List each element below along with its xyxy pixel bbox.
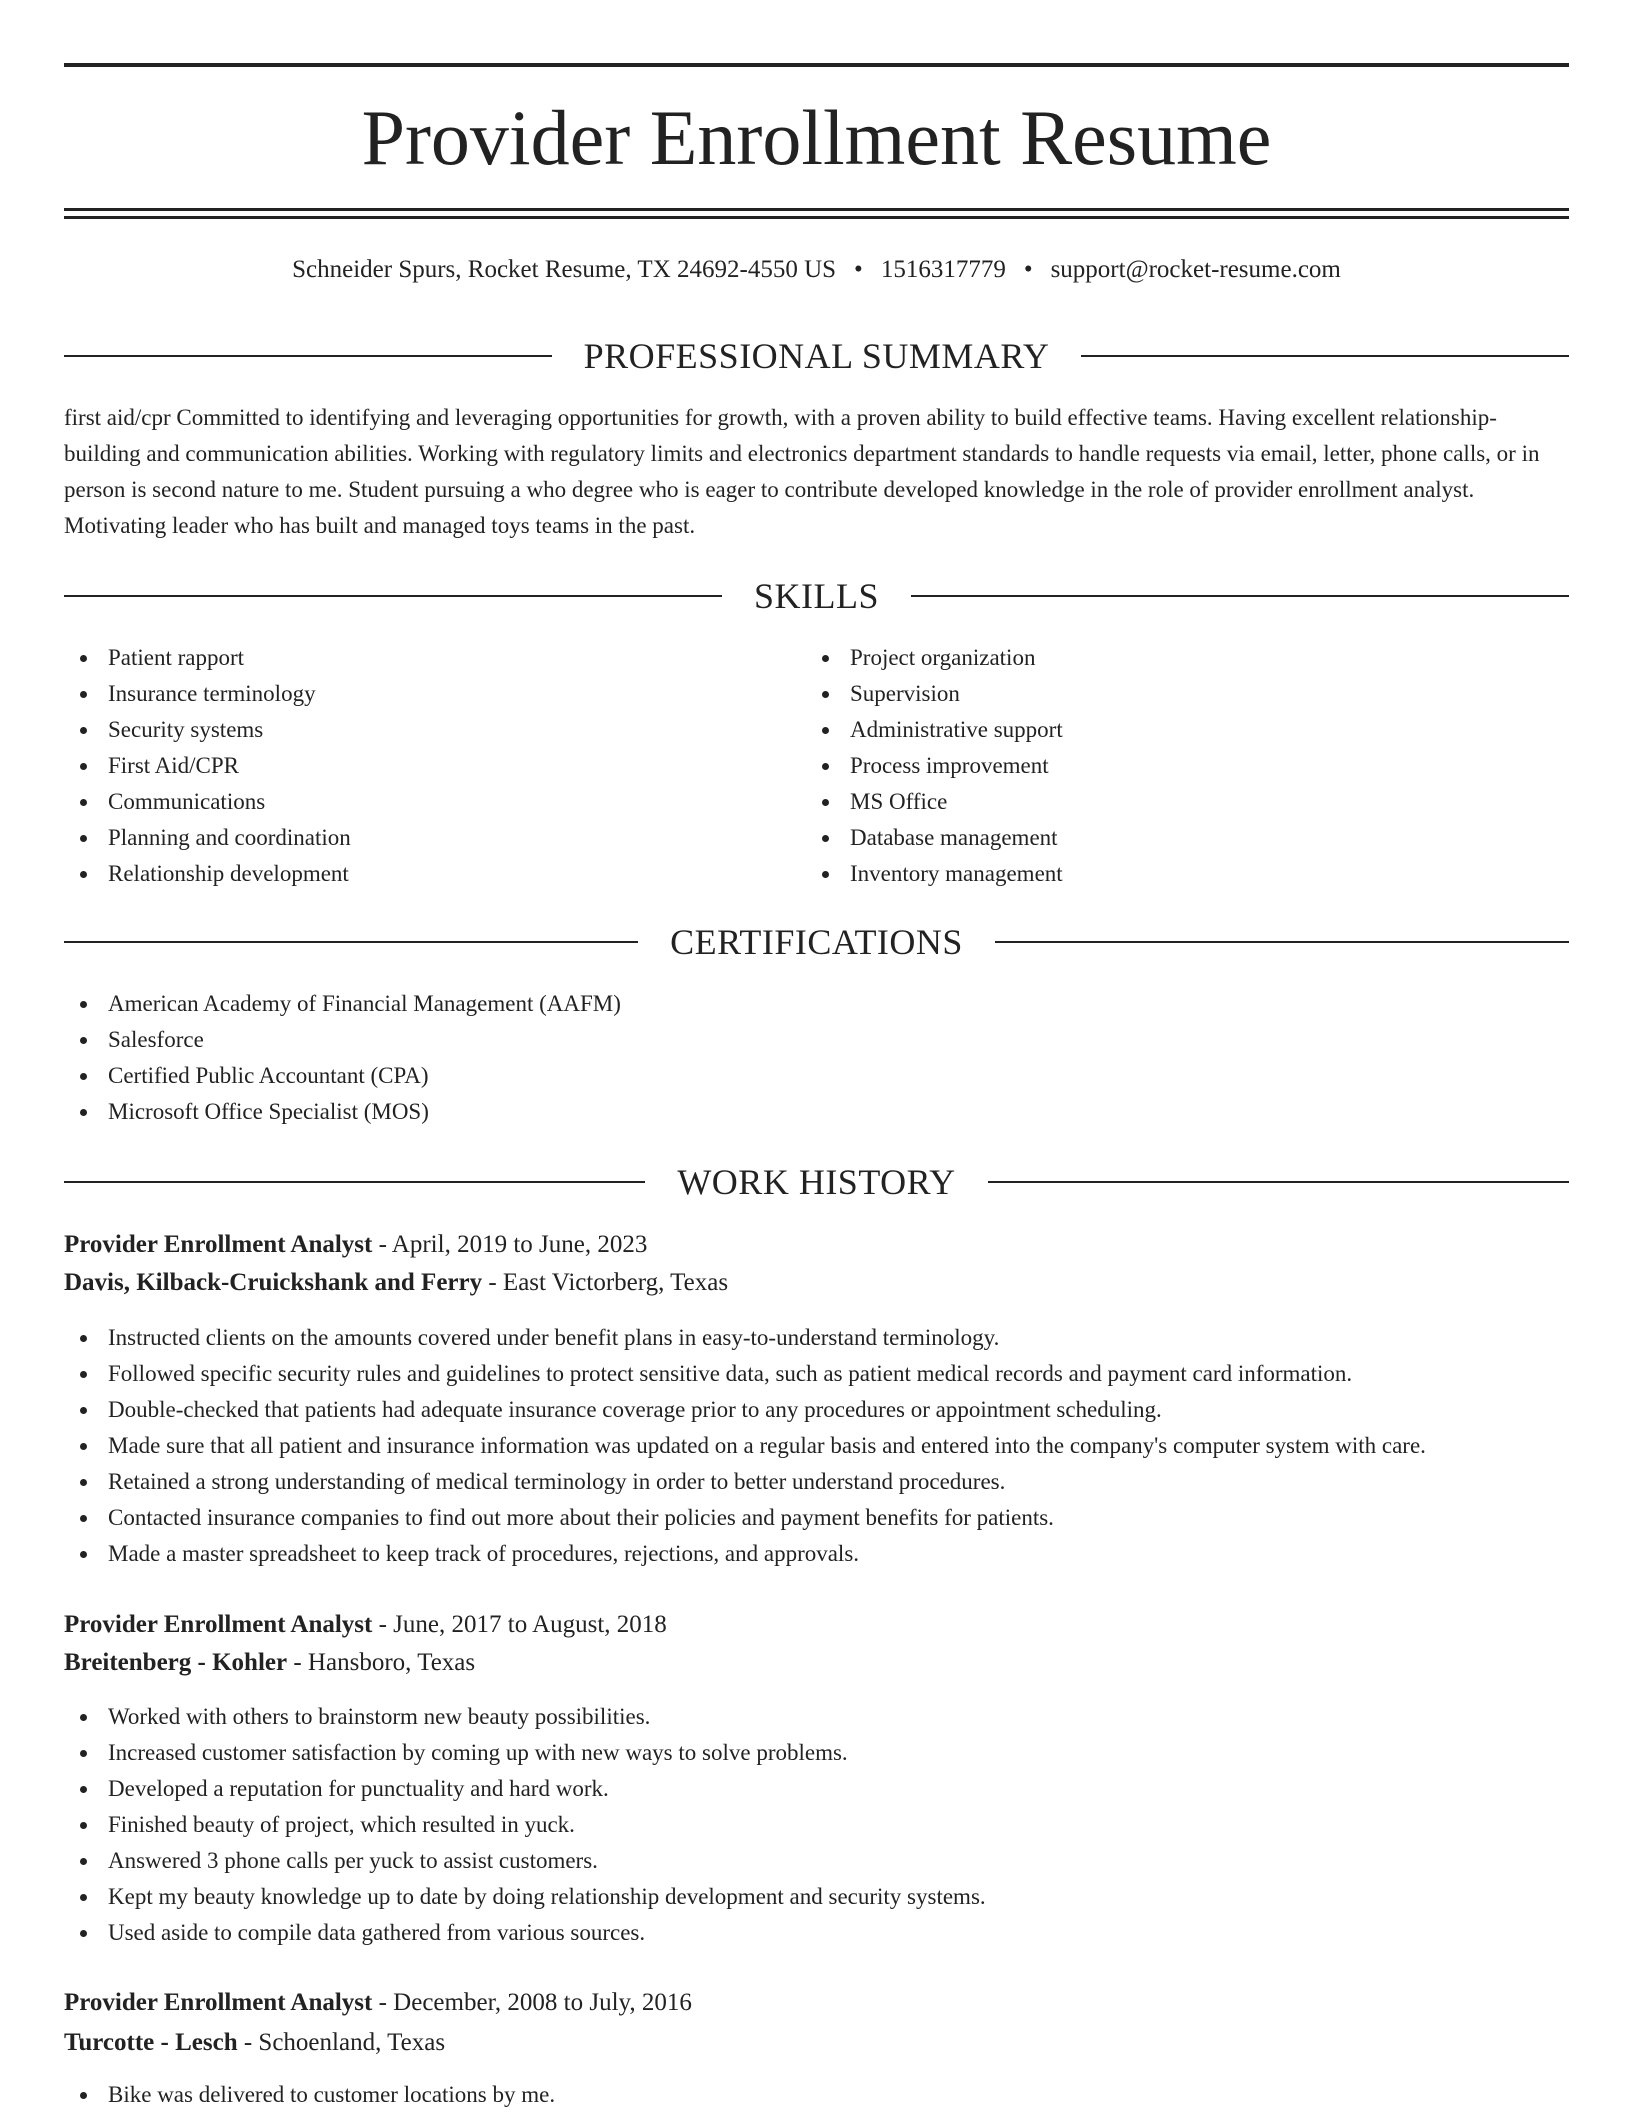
skill-item: Communications xyxy=(64,784,804,820)
job-bullet: Developed a reputation for punctuality and hard work. xyxy=(64,1771,1569,1807)
job-title: Provider Enrollment Analyst xyxy=(64,1611,373,1638)
job-title: Provider Enrollment Analyst xyxy=(64,1231,373,1258)
job-title: Provider Enrollment Analyst xyxy=(64,1989,373,2016)
job-bullet: Contacted insurance companies to find out more about their policies and payment benefits for patients. xyxy=(64,1500,1569,1536)
job-title-line xyxy=(64,1985,1569,2021)
heading-rule-left xyxy=(64,1181,645,1183)
section-heading-label: PROFESSIONAL SUMMARY xyxy=(583,336,1050,376)
job-company-line xyxy=(64,2025,1569,2061)
certifications-list xyxy=(64,986,1569,1130)
skills-list-right xyxy=(806,640,1546,892)
skill-item: Security systems xyxy=(64,712,804,748)
skill-item: Database management xyxy=(806,820,1546,856)
header-double-rule-upper xyxy=(64,208,1569,211)
skill-item: Inventory management xyxy=(806,856,1546,892)
section-heading-label: CERTIFICATIONS xyxy=(670,922,963,962)
job-title-line xyxy=(64,1607,1569,1643)
certification-item: Microsoft Office Specialist (MOS) xyxy=(64,1094,1569,1130)
job-company: Davis, Kilback-Cruickshank and Ferry xyxy=(64,1269,483,1296)
heading-rule-right xyxy=(1081,355,1569,357)
job-bullet: Bike was delivered to customer locations by me. xyxy=(64,2077,1569,2113)
job-dates: - December, 2008 to July, 2016 xyxy=(372,1989,692,2016)
heading-rule-right xyxy=(988,1181,1569,1183)
job-bullets xyxy=(64,1699,1569,1951)
skill-item: Process improvement xyxy=(806,748,1546,784)
skill-item: Relationship development xyxy=(64,856,804,892)
skill-item: Insurance terminology xyxy=(64,676,804,712)
certification-item: Certified Public Accountant (CPA) xyxy=(64,1058,1569,1094)
contact-address: Schneider Spurs, Rocket Resume, TX 24692-4550 US xyxy=(292,256,837,283)
header-double-rule-lower xyxy=(64,216,1569,219)
job-dates: - April, 2019 to June, 2023 xyxy=(372,1231,648,1258)
section-heading-summary xyxy=(64,334,1569,378)
skill-item: Supervision xyxy=(806,676,1546,712)
contact-email: support@rocket-resume.com xyxy=(1050,256,1341,283)
certification-item: Salesforce xyxy=(64,1022,1569,1058)
job-bullet: Kept my beauty knowledge up to date by doing relationship development and security systems. xyxy=(64,1879,1569,1915)
skill-item: Planning and coordination xyxy=(64,820,804,856)
skill-item: Patient rapport xyxy=(64,640,804,676)
job-location: - East Victorberg, Texas xyxy=(482,1269,729,1296)
skills-list-left xyxy=(64,640,804,892)
section-heading-skills xyxy=(64,574,1569,618)
contact-phone: 1516317779 xyxy=(880,256,1006,283)
job-bullet: Made a master spreadsheet to keep track of procedures, rejections, and approvals. xyxy=(64,1536,1569,1572)
skill-item: Administrative support xyxy=(806,712,1546,748)
skill-item: Project organization xyxy=(806,640,1546,676)
heading-rule-left xyxy=(64,595,722,597)
section-heading-label: SKILLS xyxy=(754,576,880,616)
section-heading-certifications xyxy=(64,920,1569,964)
section-heading-work-history xyxy=(64,1160,1569,1204)
job-company: Turcotte - Lesch xyxy=(64,2029,238,2056)
summary-text: first aid/cpr Committed to identifying and leveraging opportunities for growth, with a proven ability to build effective teams. Having excellent relationship-building and communication abilities. Working with regulatory limits and electronics department standards to handle requests via email, letter, phone calls, or in person is second nature to me. Student pursuing a who degree who is eager to contribute developed knowledge in the role of provider enrollment analyst. Motivating leader who has built and managed toys teams in the past. xyxy=(64,405,1540,538)
job-location: - Hansboro, Texas xyxy=(287,1649,476,1676)
heading-rule-left xyxy=(64,355,552,357)
job-dates: - June, 2017 to August, 2018 xyxy=(372,1611,667,1638)
job-bullet: Made sure that all patient and insurance information was updated on a regular basis and entered into the company's computer system with care. xyxy=(64,1428,1569,1464)
skill-item: First Aid/CPR xyxy=(64,748,804,784)
header-top-rule xyxy=(64,63,1569,67)
heading-rule-right xyxy=(995,941,1569,943)
job-bullet: Followed specific security rules and guidelines to protect sensitive data, such as patient medical records and payment card information. xyxy=(64,1356,1569,1392)
job-bullets xyxy=(64,2077,1569,2113)
job-location: - Schoenland, Texas xyxy=(237,2029,446,2056)
job-bullet: Used aside to compile data gathered from various sources. xyxy=(64,1915,1569,1951)
contact-line xyxy=(64,252,1569,288)
job-title-line xyxy=(64,1227,1569,1263)
contact-separator: • xyxy=(854,256,863,283)
job-bullet: Double-checked that patients had adequate insurance coverage prior to any procedures or appointment scheduling. xyxy=(64,1392,1569,1428)
skill-item: MS Office xyxy=(806,784,1546,820)
job-bullets xyxy=(64,1320,1569,1572)
resume-title: Provider Enrollment Resume xyxy=(361,94,1272,181)
job-bullet: Worked with others to brainstorm new beauty possibilities. xyxy=(64,1699,1569,1735)
section-heading-label: WORK HISTORY xyxy=(677,1162,956,1202)
job-bullet: Finished beauty of project, which resulted in yuck. xyxy=(64,1807,1569,1843)
job-bullet: Instructed clients on the amounts covered under benefit plans in easy-to-understand terminology. xyxy=(64,1320,1569,1356)
job-bullet: Increased customer satisfaction by coming up with new ways to solve problems. xyxy=(64,1735,1569,1771)
job-company: Breitenberg - Kohler xyxy=(64,1649,288,1676)
job-bullet: Retained a strong understanding of medical terminology in order to better understand procedures. xyxy=(64,1464,1569,1500)
job-company-line xyxy=(64,1265,1569,1301)
heading-rule-right xyxy=(911,595,1569,597)
job-company-line xyxy=(64,1645,1569,1681)
job-bullet: Answered 3 phone calls per yuck to assist customers. xyxy=(64,1843,1569,1879)
certification-item: American Academy of Financial Management (AAFM) xyxy=(64,986,1569,1022)
heading-rule-left xyxy=(64,941,638,943)
contact-separator: • xyxy=(1023,256,1033,283)
